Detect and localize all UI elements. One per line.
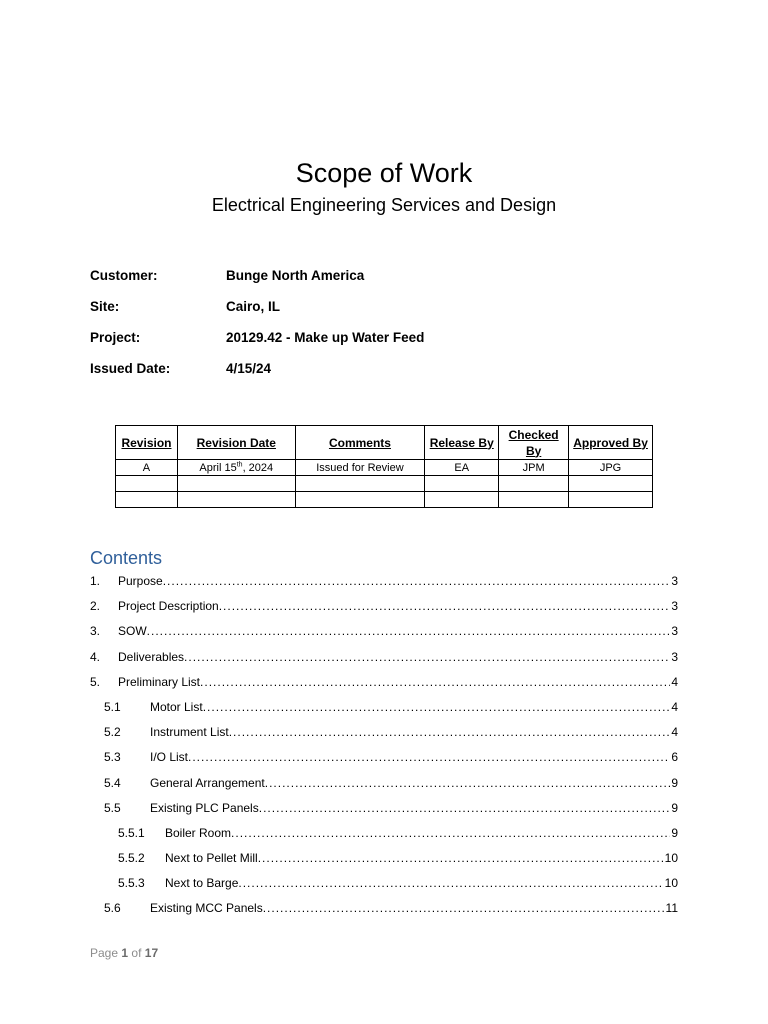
page-current: 1 — [121, 946, 129, 960]
toc-entry-page: 3 — [671, 574, 678, 588]
toc-entry[interactable] — [90, 823, 678, 848]
toc-entry-page: 9 — [671, 825, 678, 840]
table-row — [116, 476, 653, 492]
toc-entry-number: 1. — [90, 574, 101, 588]
cell-approved-by — [569, 492, 653, 508]
cell-revision: A — [116, 460, 178, 476]
toc-entry-number: 4. — [90, 649, 101, 664]
toc-entry-text — [150, 773, 678, 793]
toc-leader-dots — [231, 823, 670, 843]
cell-revision — [116, 476, 178, 492]
date-suffix: th — [236, 460, 243, 468]
toc-entry-label: Purpose — [118, 574, 163, 588]
toc-entry[interactable] — [90, 697, 678, 722]
cell-release-by — [425, 492, 499, 508]
toc-entry-text — [165, 873, 678, 893]
toc-entry[interactable] — [90, 848, 678, 873]
toc-entry[interactable] — [90, 798, 678, 823]
toc-entry-text — [150, 697, 678, 717]
cell-checked-by — [499, 476, 569, 492]
toc-entry-label: Boiler Room — [165, 825, 232, 840]
toc-entry[interactable] — [90, 747, 678, 772]
toc-leader-dots — [184, 647, 670, 667]
toc-entry-label: Existing PLC Panels — [150, 800, 259, 815]
toc-entry[interactable] — [90, 722, 678, 747]
cell-checked-by — [499, 492, 569, 508]
page-label: Page — [90, 946, 119, 960]
column-header-comments: Comments — [295, 426, 425, 460]
column-header-approved-by: Approved By — [569, 426, 653, 460]
toc-entry[interactable] — [90, 898, 678, 923]
toc-entry-page: 10 — [664, 876, 678, 891]
toc-entry-number: 5.3 — [104, 750, 121, 765]
toc-entry-text — [165, 823, 678, 843]
toc-entry-page: 11 — [665, 901, 678, 916]
page-footer — [90, 944, 158, 962]
revision-table — [115, 425, 653, 508]
toc-entry[interactable] — [90, 621, 678, 646]
toc-entry-label: Motor List — [150, 699, 203, 714]
toc-leader-dots — [259, 798, 671, 818]
toc-leader-dots — [163, 571, 671, 591]
toc-leader-dots — [229, 722, 671, 742]
table-row — [116, 492, 653, 508]
toc-entry-number: 5. — [90, 674, 101, 689]
meta-value: 20129.42 - Make up Water Feed — [226, 330, 425, 345]
toc-entry-text — [150, 747, 678, 767]
cell-approved-by: JPG — [569, 460, 653, 476]
toc-entry-number: 3. — [90, 624, 101, 639]
toc-entry-label: Existing MCC Panels — [150, 901, 263, 916]
toc-entry-page: 9 — [671, 800, 678, 815]
toc-entry-number: 5.6 — [104, 901, 121, 916]
meta-label: Customer: — [90, 268, 158, 283]
meta-value: Cairo, IL — [226, 299, 281, 314]
toc-entry-text — [150, 722, 678, 742]
toc-leader-dots — [238, 873, 663, 893]
meta-value: 4/15/24 — [226, 361, 272, 376]
toc-leader-dots — [188, 747, 670, 767]
toc-entry-text — [118, 596, 678, 616]
toc-entry-text — [118, 647, 678, 667]
meta-label: Issued Date: — [90, 361, 171, 376]
toc-entry-number: 5.4 — [104, 775, 121, 790]
toc-entry-page: 3 — [671, 599, 678, 614]
toc-entry-page: 10 — [664, 851, 678, 866]
column-header-release-by: Release By — [425, 426, 499, 460]
contents-heading: Contents — [90, 548, 163, 568]
toc-entry-page: 4 — [671, 674, 678, 689]
toc-leader-dots — [200, 672, 670, 692]
toc-entry-text — [118, 672, 678, 692]
column-header-checked-by: Checked By — [499, 426, 569, 460]
cell-comments — [295, 476, 425, 492]
toc-leader-dots — [265, 773, 671, 793]
toc-entry-text — [165, 848, 678, 868]
toc-leader-dots — [258, 848, 664, 868]
toc-leader-dots — [263, 898, 665, 918]
toc-entry-page: 4 — [671, 699, 678, 714]
toc-leader-dots — [219, 596, 671, 616]
cell-comments: Issued for Review — [295, 460, 425, 476]
toc-entry-number: 5.5.3 — [118, 876, 145, 891]
cell-revision — [116, 492, 178, 508]
toc-entry[interactable] — [90, 596, 678, 621]
date-year: , 2024 — [242, 461, 274, 474]
toc-entry-label: Preliminary List — [118, 674, 201, 689]
toc-entry-page: 6 — [671, 750, 678, 765]
column-header-revision-date: Revision Date — [177, 426, 295, 460]
toc-entry-label: Next to Pellet Mill — [165, 851, 258, 866]
toc-entry-text — [150, 898, 678, 918]
meta-label: Site: — [90, 299, 120, 314]
toc-entry-label: Deliverables — [118, 649, 185, 664]
document-title: Scope of Work — [295, 158, 473, 188]
meta-value: Bunge North America — [226, 268, 365, 283]
table-of-contents — [90, 571, 678, 924]
column-header-revision: Revision — [116, 426, 178, 460]
toc-entry-label: Instrument List — [150, 725, 229, 740]
cell-checked-by: JPM — [499, 460, 569, 476]
toc-entry-number: 5.5.2 — [118, 851, 145, 866]
toc-entry-text — [118, 621, 678, 641]
date-day: April 15 — [199, 461, 237, 474]
cell-comments — [295, 492, 425, 508]
toc-entry-text — [118, 571, 678, 591]
revision-table-header — [116, 426, 653, 460]
page-total: 17 — [144, 946, 159, 960]
toc-entry-label: Project Description — [118, 599, 219, 614]
toc-entry[interactable] — [90, 647, 678, 672]
toc-entry-number: 5.1 — [104, 699, 121, 714]
cell-revision-date — [177, 460, 295, 476]
toc-entry-label: Next to Barge — [165, 876, 239, 891]
toc-entry-page: 4 — [671, 725, 678, 740]
page-of: of — [131, 946, 142, 960]
cell-release-by — [425, 476, 499, 492]
toc-leader-dots — [203, 697, 671, 717]
toc-entry-page: 9 — [671, 775, 678, 790]
toc-entry[interactable] — [90, 773, 678, 798]
toc-leader-dots — [147, 621, 671, 641]
toc-entry-number: 2. — [90, 599, 101, 614]
cell-revision-date — [177, 492, 295, 508]
toc-entry[interactable] — [90, 672, 678, 697]
toc-entry-text — [150, 798, 678, 818]
toc-entry-label: I/O List — [150, 750, 189, 765]
toc-entry-page: 3 — [671, 649, 678, 664]
cell-approved-by — [569, 476, 653, 492]
toc-entry[interactable] — [90, 873, 678, 898]
cell-release-by: EA — [425, 460, 499, 476]
toc-entry-page: 3 — [671, 624, 678, 639]
toc-entry-number: 5.5 — [104, 800, 121, 815]
document-subtitle: Electrical Engineering Services and Design — [211, 195, 557, 215]
table-row — [116, 460, 653, 476]
toc-entry-number: 5.5.1 — [118, 825, 145, 840]
toc-entry-label: General Arrangement — [150, 775, 265, 790]
toc-entry-number: 5.2 — [104, 725, 121, 740]
toc-entry[interactable] — [90, 571, 678, 596]
cell-revision-date — [177, 476, 295, 492]
meta-label: Project: — [90, 330, 141, 345]
toc-entry-label: SOW — [118, 624, 147, 639]
